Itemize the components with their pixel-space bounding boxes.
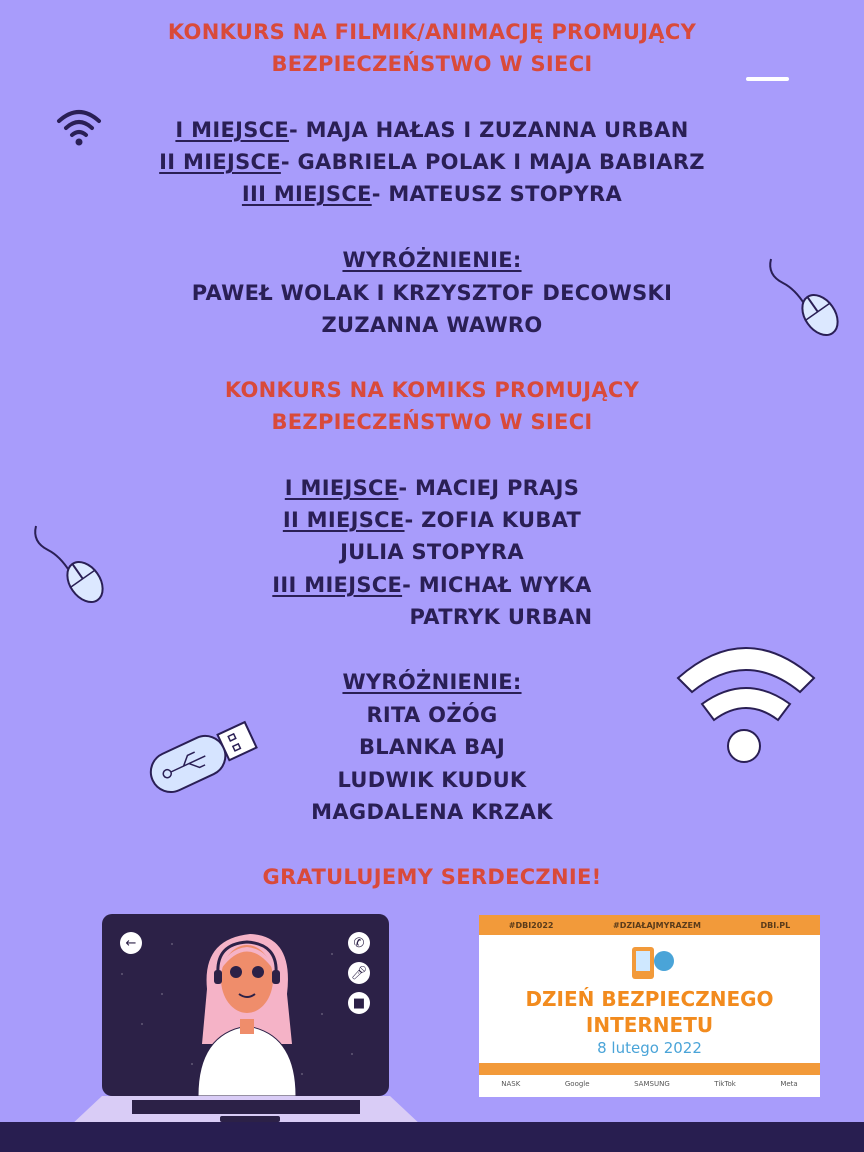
place-winners: - MATEUSZ STOPYRA: [371, 182, 623, 206]
contest1-place-3: [0, 180, 864, 208]
tablet-mascot-icon: [622, 939, 678, 985]
place-winners: - GABRIELA POLAK I MAJA BABIARZ: [280, 150, 705, 174]
place-winners: - ZOFIA KUBAT: [404, 508, 582, 532]
contest2-place-1: [0, 474, 864, 502]
contest2-place-2: [0, 506, 864, 534]
place-winners: - MAJA HAŁAS I ZUZANNA URBAN: [288, 118, 689, 142]
contest1-place-1: [0, 116, 864, 144]
banner-tag: #DBI2022: [508, 920, 554, 930]
decorative-dash: [746, 77, 789, 81]
contest2-distinction-3: LUDWIK KUDUK: [337, 768, 527, 792]
contest1-title-line2: BEZPIECZEŃSTWO W SIECI: [271, 52, 593, 76]
computer-mouse-icon: [30, 522, 110, 607]
sponsor-logo: SAMSUNG: [634, 1080, 670, 1088]
footer-bar: [0, 1122, 864, 1152]
contest1-distinction-label: WYRÓŻNIENIE:: [342, 248, 522, 272]
banner-date: 8 lutego 2022: [597, 1039, 702, 1057]
contest1-title-line1: KONKURS NA FILMIK/ANIMACJĘ PROMUJĄCY: [167, 20, 697, 44]
sponsor-logo: Google: [564, 1080, 590, 1088]
phone-icon: ✆: [348, 932, 370, 954]
place-label: II MIEJSCE: [282, 508, 405, 532]
sponsor-logo: Meta: [780, 1080, 798, 1088]
contest1-place-2: [0, 148, 864, 176]
place-label: III MIEJSCE: [241, 182, 372, 206]
safer-internet-day-banner: [479, 915, 820, 1097]
video-call-illustration: [102, 914, 389, 1096]
banner-tag: DBI.PL: [760, 920, 791, 930]
closing-message: GRATULUJEMY SERDECZNIE!: [262, 865, 602, 889]
place-winners: - MICHAŁ WYKA: [402, 573, 592, 597]
contest2-distinction-4: MAGDALENA KRZAK: [311, 800, 553, 824]
wifi-icon: [668, 632, 824, 768]
contest1-distinction-2: ZUZANNA WAWRO: [321, 313, 543, 337]
contest1-distinction-1: PAWEŁ WOLAK I KRZYSZTOF DECOWSKI: [191, 281, 673, 305]
computer-mouse-icon: [765, 255, 845, 340]
laptop-video-call-icon: [102, 914, 389, 1096]
banner-title-line1: DZIEŃ BEZPIECZNEGO: [525, 987, 774, 1011]
usb-drive-icon: [138, 708, 262, 800]
contest2-title-line2: BEZPIECZEŃSTWO W SIECI: [271, 410, 593, 434]
contest2-distinction-label: WYRÓŻNIENIE:: [342, 670, 522, 694]
place-label: II MIEJSCE: [159, 150, 281, 174]
back-arrow-icon: ←: [120, 932, 142, 954]
sponsor-logo: TikTok: [714, 1080, 736, 1088]
sponsor-logos: [479, 1080, 820, 1088]
wifi-icon: [55, 105, 103, 149]
contest2-place-3b: PATRYK URBAN: [409, 605, 593, 629]
banner-tag: #DZIAŁAJMYRAZEM: [613, 920, 701, 930]
banner-bottom-bar: [479, 1063, 820, 1075]
place-label: I MIEJSCE: [284, 476, 399, 500]
sponsor-logo: NASK: [501, 1080, 521, 1088]
microphone-icon: 🎤︎: [348, 962, 370, 984]
place-winners: - MACIEJ PRAJS: [398, 476, 580, 500]
contest2-place-2b: JULIA STOPYRA: [340, 540, 524, 564]
camera-icon: ■: [348, 992, 370, 1014]
contest2-distinction-2: BLANKA BAJ: [358, 735, 506, 759]
place-label: III MIEJSCE: [272, 573, 403, 597]
contest2-title-line1: KONKURS NA KOMIKS PROMUJĄCY: [224, 378, 640, 402]
contest2-place-3: [0, 571, 864, 599]
banner-tag-bar: [479, 915, 820, 935]
banner-title-line2: INTERNETU: [585, 1013, 714, 1037]
place-label: I MIEJSCE: [175, 118, 289, 142]
contest2-distinction-1: RITA OŻÓG: [366, 703, 498, 727]
